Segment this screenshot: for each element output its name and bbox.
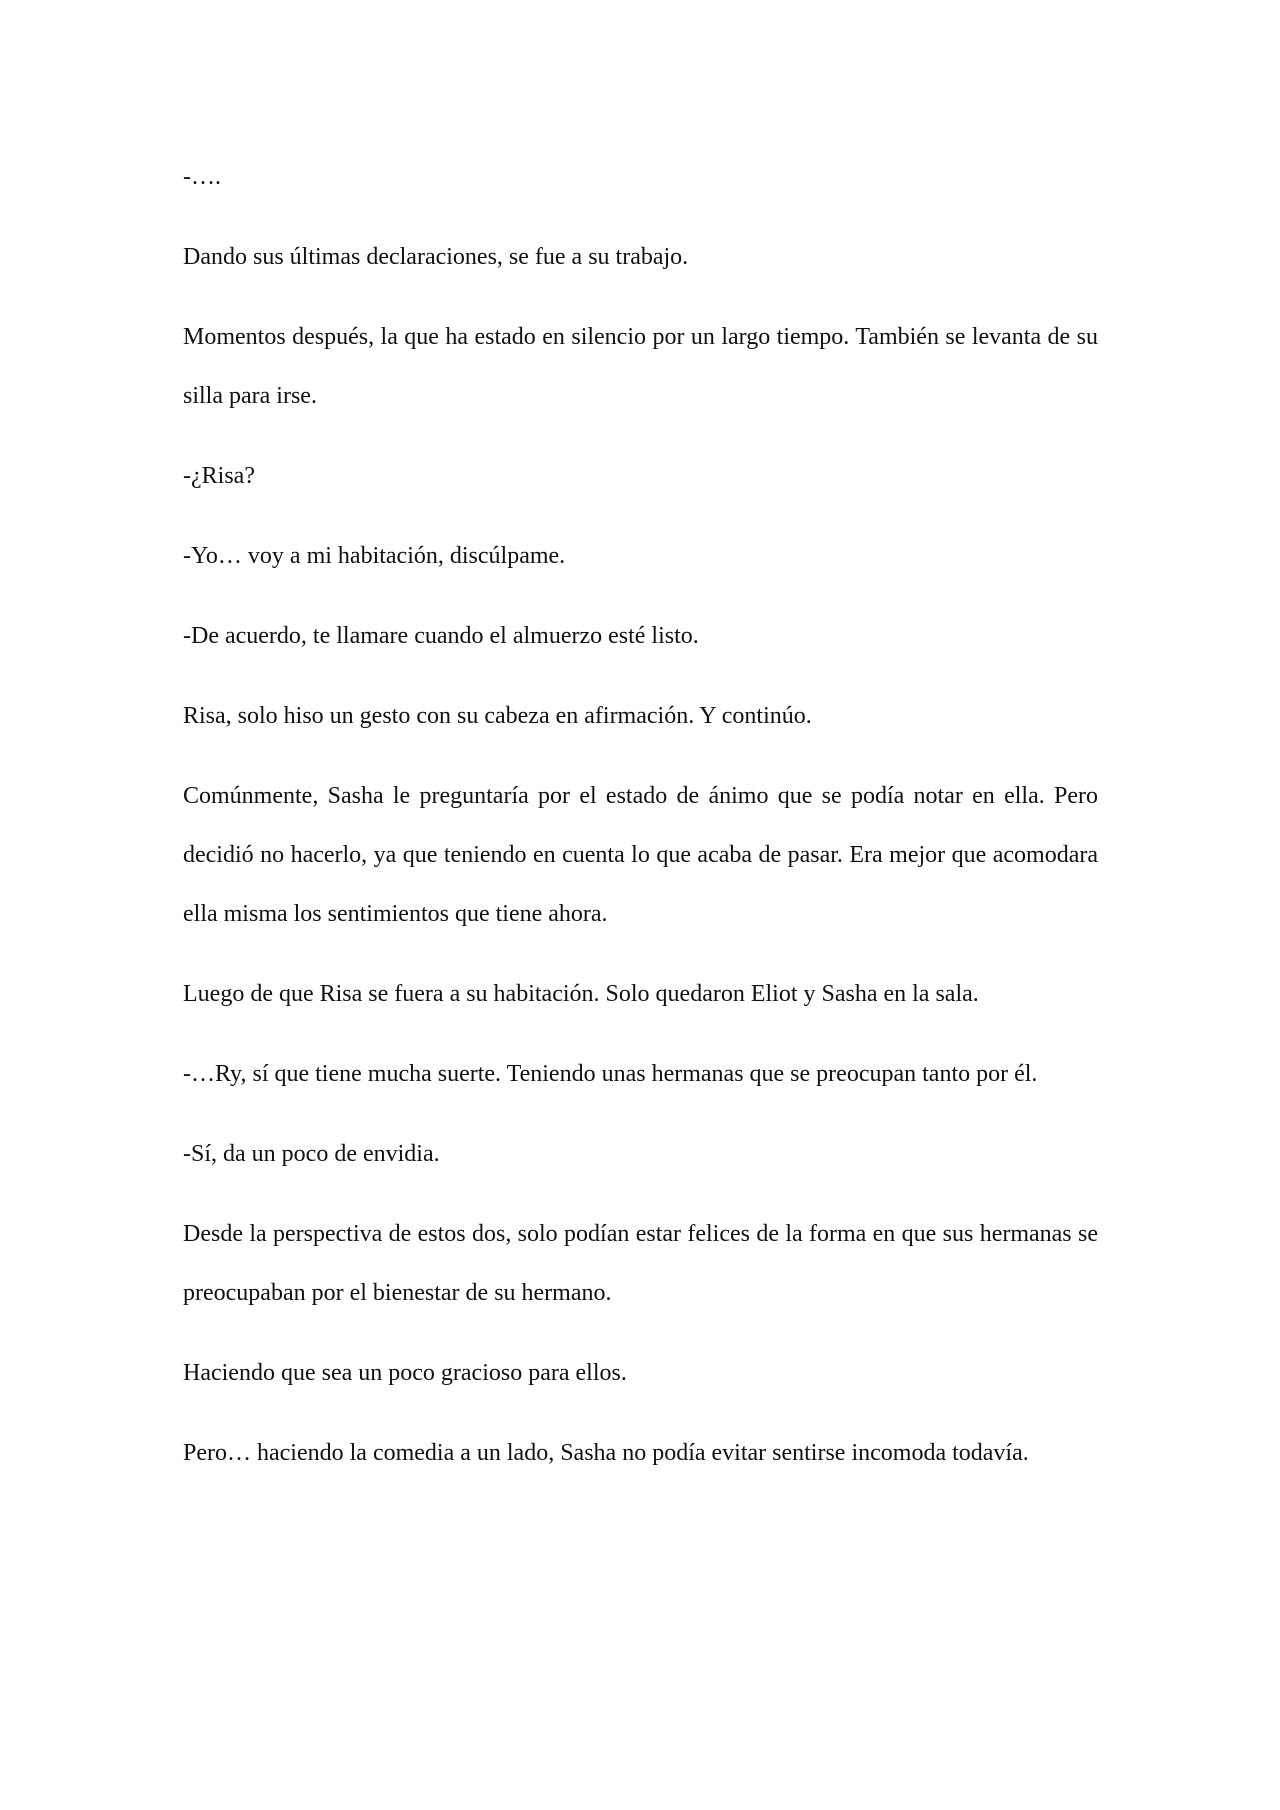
paragraph: Momentos después, la que ha estado en silencio por un largo tiempo. También se levanta de su silla para irse. [183, 324, 1098, 409]
paragraph: -…Ry, sí que tiene mucha suerte. Teniendo unas hermanas que se preocupan tanto por él. [183, 1061, 1038, 1087]
paragraph: Dando sus últimas declaraciones, se fue a su trabajo. [183, 244, 689, 270]
paragraph: -…. [183, 164, 221, 190]
paragraph: Luego de que Risa se fuera a su habitación. Solo quedaron Eliot y Sasha en la sala. [183, 981, 979, 1007]
paragraph: -De acuerdo, te llamare cuando el almuerzo esté listo. [183, 623, 699, 649]
paragraph: -¿Risa? [183, 463, 255, 489]
paragraph: Risa, solo hiso un gesto con su cabeza en afirmación. Y continúo. [183, 703, 812, 729]
paragraph: Pero… haciendo la comedia a un lado, Sasha no podía evitar sentirse incomoda todavía. [183, 1440, 1029, 1466]
paragraph: Desde la perspectiva de estos dos, solo podían estar felices de la forma en que sus hermanas se preocupaban por el bienestar de su hermano. [183, 1221, 1098, 1306]
paragraph: Haciendo que sea un poco gracioso para ellos. [183, 1360, 627, 1386]
paragraph: -Yo… voy a mi habitación, discúlpame. [183, 543, 566, 569]
document-body [183, 148, 1098, 1504]
paragraph: -Sí, da un poco de envidia. [183, 1141, 440, 1167]
paragraph: Comúnmente, Sasha le preguntaría por el estado de ánimo que se podía notar en ella. Pero decidió no hacerlo, ya que teniendo en cuenta lo que acaba de pasar. Era mejor que acomodara ella misma los sentimientos que tiene ahora. [183, 783, 1098, 927]
